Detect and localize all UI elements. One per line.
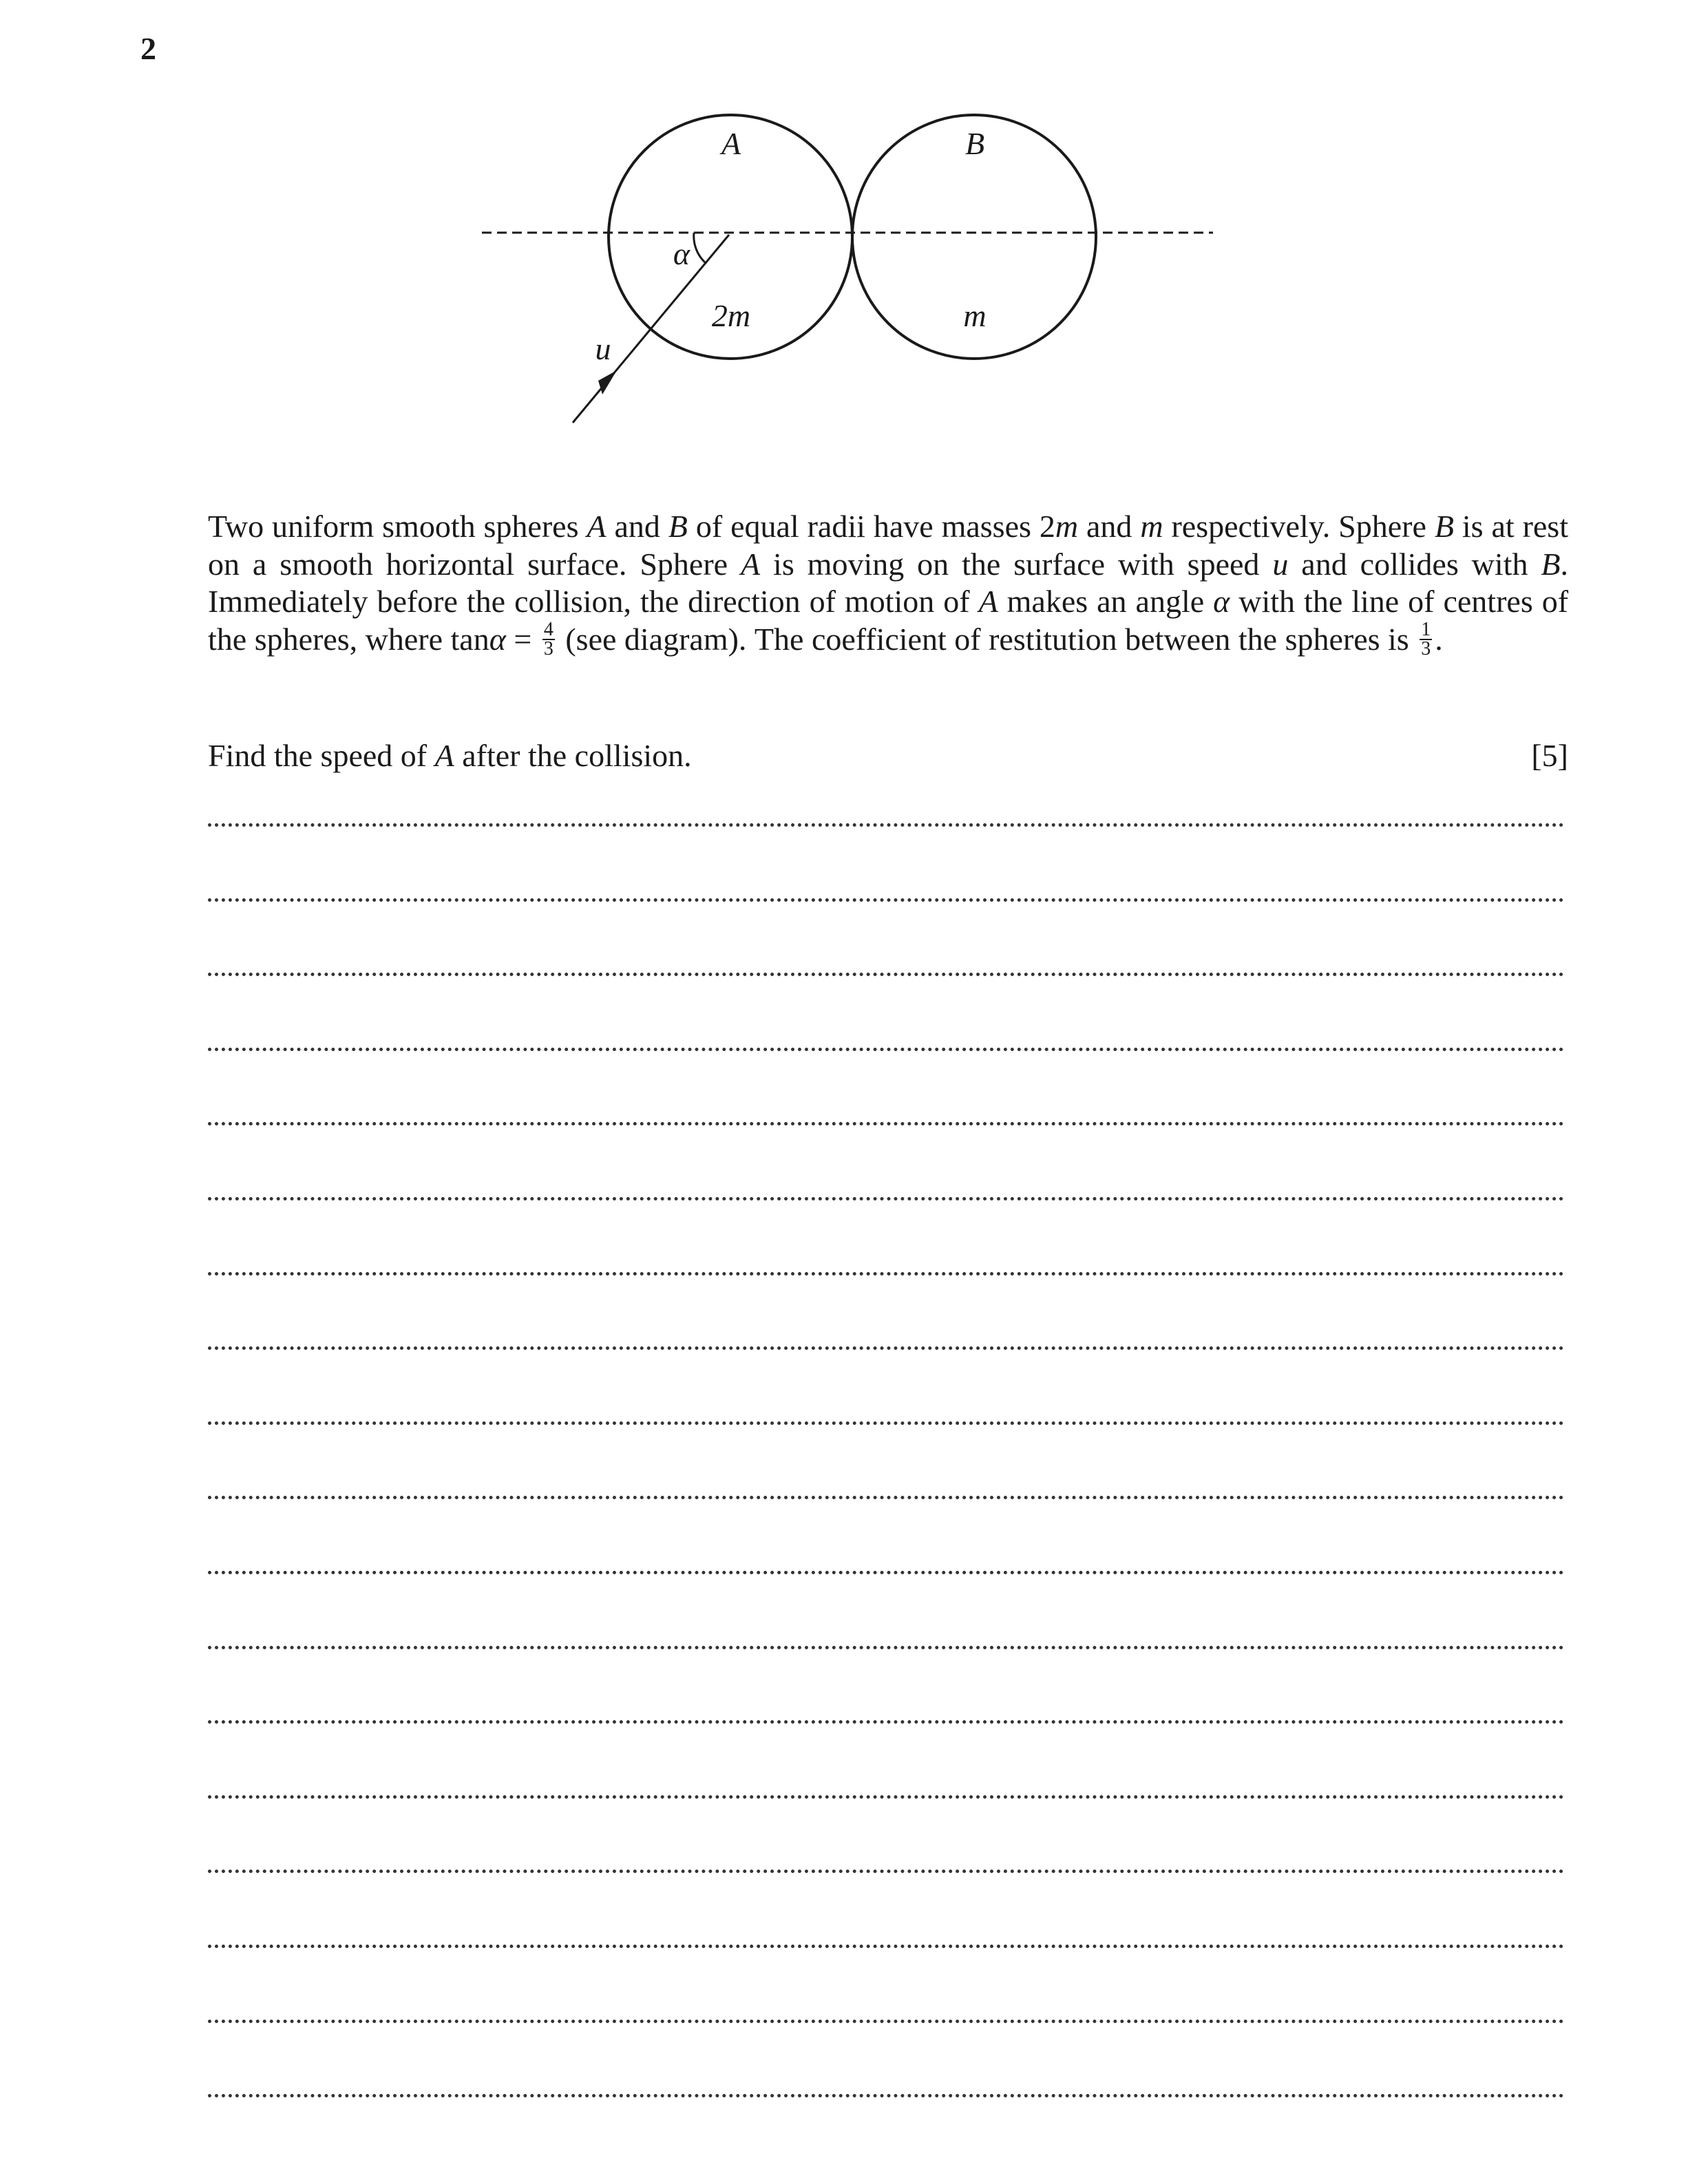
answer-line[interactable]: [208, 1571, 1564, 1646]
marks-allocation: [5]: [1531, 738, 1568, 773]
sphere-b-label: B: [964, 126, 985, 161]
speed-label: u: [595, 331, 611, 366]
velocity-arrowhead: [598, 370, 617, 394]
tan-alpha-fraction: $\frac{4}{3}$: [543, 618, 553, 659]
answer-line[interactable]: [208, 1197, 1564, 1272]
page-number: 2: [140, 31, 156, 66]
instruction-row: [208, 735, 1568, 776]
angle-arc: [694, 233, 706, 264]
sphere-a-mass-label: 2m: [711, 298, 751, 333]
sphere-b-mass-label: m: [963, 298, 987, 333]
answer-line[interactable]: [208, 1272, 1564, 1347]
answer-line[interactable]: [208, 1122, 1564, 1197]
answer-line[interactable]: [208, 1346, 1564, 1421]
answer-line[interactable]: [208, 1945, 1564, 2020]
restitution-fraction: $\frac{1}{3}$: [1421, 618, 1431, 659]
answer-line[interactable]: [208, 898, 1564, 973]
instruction-text: Find the speed of A after the collision.: [208, 738, 692, 773]
answer-line[interactable]: [208, 1646, 1564, 1721]
answer-lines: [208, 823, 1564, 2169]
answer-line[interactable]: [208, 2020, 1564, 2095]
angle-label: α: [673, 236, 690, 271]
answer-line[interactable]: [208, 1795, 1564, 1870]
answer-line[interactable]: [208, 1870, 1564, 1945]
answer-line[interactable]: [208, 2094, 1564, 2169]
answer-line[interactable]: [208, 1048, 1564, 1123]
answer-line[interactable]: [208, 1421, 1564, 1496]
collision-diagram: [0, 0, 1708, 454]
question-text: Two uniform smooth spheres A and B of equal radii have masses 2m and m respectively. Sphere B is at rest on a smooth horizontal surface. Sphere A is moving on the surface with speed u and collides with B. Immediately before the collision, the direction of motion of A makes an angle α with the line of centres of the spheres, where tanα = $\frac{4}{3}$ (see diagram). The coefficient of restitution between the spheres is $\frac{1}{3}$ .: [208, 509, 1569, 659]
answer-line[interactable]: [208, 1496, 1564, 1571]
answer-line[interactable]: [208, 973, 1564, 1048]
answer-line[interactable]: [208, 823, 1564, 898]
answer-line[interactable]: [208, 1720, 1564, 1795]
sphere-a-label: A: [721, 126, 741, 161]
